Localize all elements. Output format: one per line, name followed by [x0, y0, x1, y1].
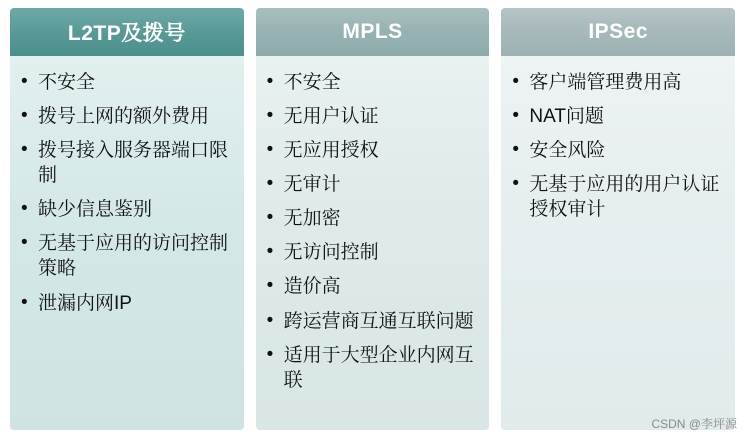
list-item: • 无审计: [264, 172, 482, 197]
list-item: • 无基于应用的访问控制策略: [18, 231, 236, 281]
column-ipsec-body: [501, 56, 735, 430]
column-mpls: [256, 8, 490, 430]
list-item: • 无基于应用的用户认证授权审计: [509, 172, 727, 222]
list-item: • 无加密: [264, 206, 482, 231]
list-item: • 无应用授权: [264, 138, 482, 163]
list-item: • 造价高: [264, 274, 482, 299]
list-item: • 安全风险: [509, 138, 727, 163]
list-item: • 缺少信息鉴别: [18, 197, 236, 222]
list-item: • 不安全: [264, 70, 482, 95]
list-item: • NAT问题: [509, 104, 727, 129]
column-ipsec-list: [509, 70, 727, 222]
column-l2tp-body: [10, 56, 244, 430]
watermark: CSDN @李坪源: [651, 417, 737, 431]
column-ipsec-title: IPSec: [501, 8, 735, 56]
list-item: • 适用于大型企业内网互联: [264, 343, 482, 393]
list-item: • 客户端管理费用高: [509, 70, 727, 95]
list-item: • 跨运营商互通互联问题: [264, 309, 482, 334]
column-l2tp-list: [18, 70, 236, 316]
column-mpls-list: [264, 70, 482, 393]
column-l2tp-title: L2TP及拨号: [10, 8, 244, 56]
column-mpls-title: MPLS: [256, 8, 490, 56]
column-mpls-body: [256, 56, 490, 430]
list-item: • 不安全: [18, 70, 236, 95]
column-l2tp: [10, 8, 244, 430]
list-item: • 拨号接入服务器端口限制: [18, 138, 236, 188]
list-item: • 无访问控制: [264, 240, 482, 265]
list-item: • 无用户认证: [264, 104, 482, 129]
list-item: • 拨号上网的额外费用: [18, 104, 236, 129]
column-ipsec: [501, 8, 735, 430]
list-item: • 泄漏内网IP: [18, 291, 236, 316]
